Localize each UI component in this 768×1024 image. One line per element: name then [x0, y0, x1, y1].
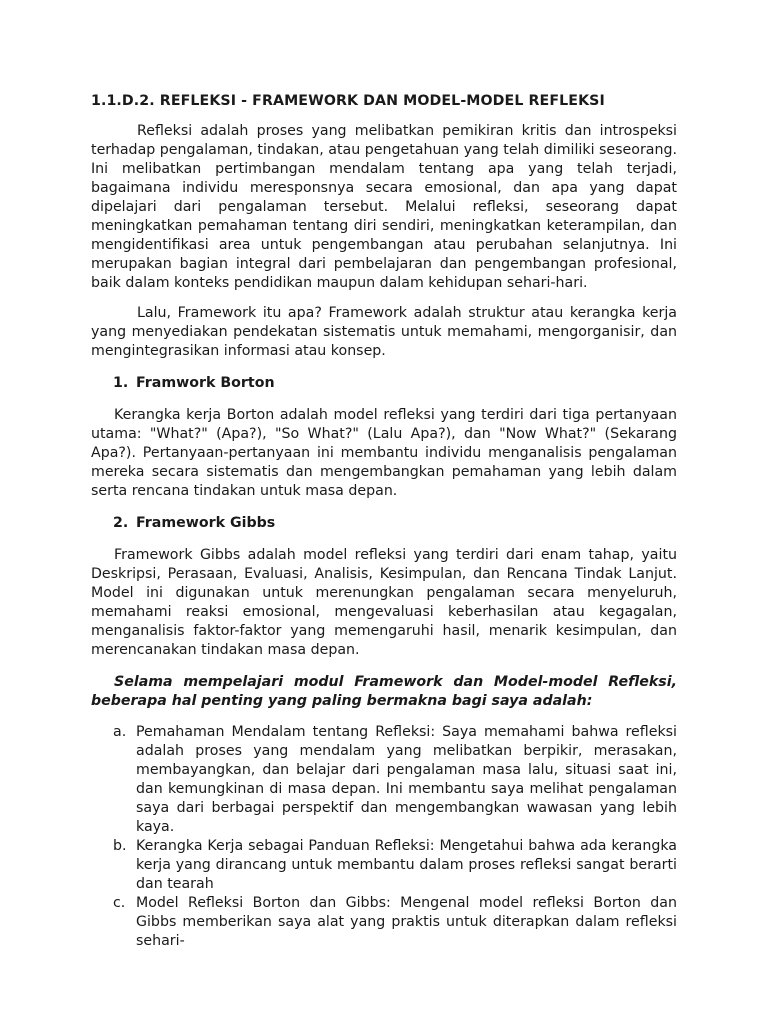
- list-item: [91, 837, 677, 894]
- reflection-list: [91, 723, 677, 951]
- gibbs-paragraph: Framework Gibbs adalah model refleksi yang terdiri dari enam tahap, yaitu Deskripsi, Perasaan, Evaluasi, Analisis, Kesimpulan, dan Rencana Tindak Lanjut. Model ini digunakan untuk merenungkan pengalaman secara menyeluruh, memahami reaksi emosional, mengevaluasi keberhasilan atau kegagalan, menganalisis faktor-faktor yang memengaruhi hasil, menarik kesimpulan, dan merencanakan tindakan masa depan.: [91, 547, 677, 658]
- page-title: 1.1.D.2. REFLEKSI - FRAMEWORK DAN MODEL-MODEL REFLEKSI: [91, 93, 605, 109]
- section-heading-borton: [91, 374, 677, 393]
- section-title: Framework Gibbs: [136, 515, 276, 531]
- document-page: [91, 92, 677, 951]
- intro-paragraph: Refleksi adalah proses yang melibatkan pemikiran kritis dan introspeksi terhadap pengalaman, tindakan, atau pengetahuan yang telah dimiliki seseorang. Ini melibatkan pertimbangan mendalam tentang apa yang telah terjadi, bagaimana individu meresponsnya secara emosional, dan apa yang dapat dipelajari dari pengalaman tersebut. Melalui refleksi, seseorang dapat meningkatkan pemahaman tentang diri sendiri, meningkatkan keterampilan, dan mengidentifikasi area untuk pengembangan atau perubahan selanjutnya. Ini merupakan bagian integral dari pembelajaran dan pengembangan profesional, baik dalam konteks pendidikan maupun dalam kehidupan sehari-hari.: [91, 123, 677, 291]
- borton-paragraph: Kerangka kerja Borton adalah model refleksi yang terdiri dari tiga pertanyaan utama: "What?" (Apa?), "So What?" (Lalu Apa?), dan "Now What?" (Sekarang Apa?). Pertanyaan-pertanyaan ini membantu individu menganalisis pengalaman mereka secara sistematis dan mengembangkan pemahaman yang lebih dalam serta rencana tindakan untuk masa depan.: [91, 407, 677, 499]
- list-item: [91, 894, 677, 951]
- section-heading-gibbs: [91, 514, 677, 533]
- list-marker: b.: [113, 838, 127, 854]
- list-item-text: Kerangka Kerja sebagai Panduan Refleksi: Mengetahui bahwa ada kerangka kerja yang dirancang untuk membantu dalam proses refleksi sangat berarti dan tearah: [136, 838, 677, 892]
- list-marker: a.: [113, 724, 127, 740]
- section-title: Framwork Borton: [136, 375, 275, 391]
- list-item-text: Model Refleksi Borton dan Gibbs: Mengenal model refleksi Borton dan Gibbs memberikan saya alat yang praktis untuk diterapkan dalam refleksi sehari-: [136, 895, 677, 949]
- reflection-lead: Selama mempelajari modul Framework dan Model-model Refleksi, beberapa hal penting yang paling bermakna bagi saya adalah:: [91, 674, 677, 709]
- list-item: [91, 723, 677, 837]
- framework-definition-paragraph: Lalu, Framework itu apa? Framework adalah struktur atau kerangka kerja yang menyediakan pendekatan sistematis untuk memahami, mengorganisir, dan mengintegrasikan informasi atau konsep.: [91, 305, 677, 359]
- section-number: 1.: [113, 375, 129, 391]
- list-item-text: Pemahaman Mendalam tentang Refleksi: Saya memahami bahwa refleksi adalah proses yang mendalam yang melibatkan berpikir, merasakan, membayangkan, dan belajar dari pengalaman masa lalu, situasi saat ini, dan kemungkinan di masa depan. Ini membantu saya melihat pengalaman saya dari berbagai perspektif dan mengembangkan wawasan yang lebih kaya.: [136, 724, 677, 835]
- section-number: 2.: [113, 515, 129, 531]
- list-marker: c.: [113, 895, 126, 911]
